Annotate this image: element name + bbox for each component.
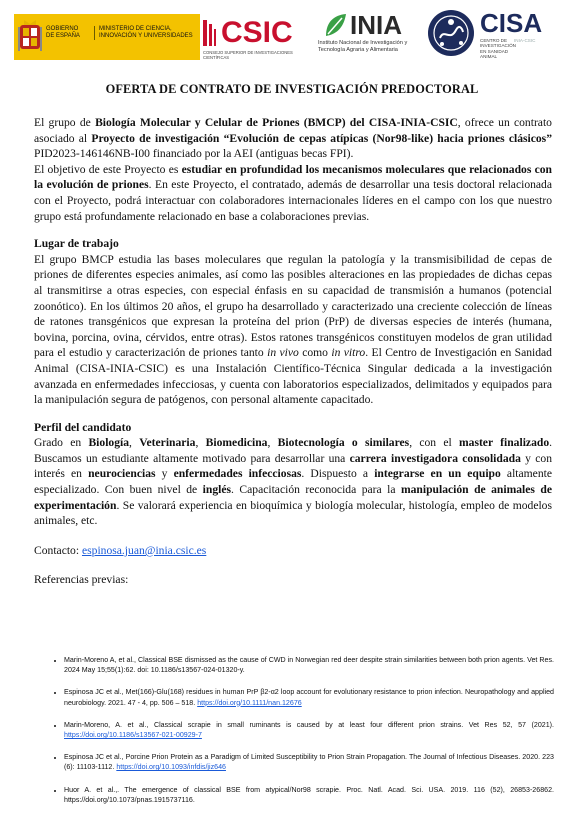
- p-b7: neurociencias: [88, 467, 156, 481]
- profile-heading: Perfil del candidato: [34, 420, 132, 434]
- ministerio-text: MINISTERIO DE CIENCIA, INNOVACIÓN Y UNIVERSIDADES: [94, 26, 199, 40]
- gobierno-ministerio-logo: [14, 14, 200, 60]
- cisa-wordmark: CISA: [480, 8, 543, 38]
- intro-b1: Biología Molecular y Celular de Priones (BMCP) del CISA-INIA-CSIC: [95, 116, 458, 129]
- workplace-i2: in vitro: [331, 346, 366, 360]
- p-t11: . Capacitación reconocida para la: [231, 483, 401, 497]
- p-t3: ,: [195, 436, 206, 450]
- intro-t3: PID2023-146146NB-I00 financiado por la AEI (antiguas becas FPI).: [34, 147, 354, 161]
- reference-item: [64, 720, 554, 740]
- gobierno-text: [46, 26, 90, 40]
- workplace-heading: Lugar de trabajo: [34, 237, 119, 251]
- p-b2: Veterinaria: [139, 436, 196, 450]
- document-body: [34, 115, 552, 588]
- workplace-t3: . El Centro de Investigación en Sanidad Animal (CISA-INIA-CSIC) es una Instalación Científico-Técnica Singular dedicada a la investigación avanzada en enfermedades infecciosas, y cuenta con laboratorios especializados, delimitados y equipados para la manipulación segura de patógenos, con personal altamente capacitado.: [34, 346, 552, 407]
- csic-logo: [203, 14, 313, 60]
- p-b4: Biotecnología o similares: [277, 436, 410, 450]
- intro-t1: El grupo de: [34, 116, 96, 129]
- gobierno-line2: DE ESPAÑA: [46, 33, 80, 39]
- inia-logo: [318, 10, 418, 62]
- p-t7: y con interés en: [34, 451, 553, 481]
- reference-item: [64, 687, 554, 707]
- contact-email-link[interactable]: espinosa.juan@inia.csic.es: [81, 543, 207, 557]
- csic-mark-icon: [203, 20, 217, 46]
- reference-link[interactable]: https://doi.org/10.1093/infdis/jiz646: [116, 763, 226, 772]
- coat-of-arms-icon: [18, 19, 42, 55]
- cisa-emblem-icon: [426, 8, 476, 58]
- cisa-logo: [426, 8, 566, 64]
- gobierno-line1: GOBIERNO: [46, 26, 79, 32]
- p-b10: inglés: [202, 483, 232, 497]
- intro-b2: Proyecto de investigación “Evolución de cepas atípicas (Nor98-like) hacia priones clásicos”: [91, 131, 552, 145]
- reference-item: [64, 752, 554, 772]
- intro-t2: , ofrece un contrato asociado al: [34, 116, 552, 145]
- reference-item: [64, 785, 554, 805]
- objective-t1: El objetivo de este Proyecto es: [34, 162, 182, 176]
- reference-text: Espinosa JC et al., Met(166)-Glu(168) residues in human PrP β2-α2 loop account for evolutionary resistance to prion infection. Neuropathology and applied neurobiology. 2021. 47 - 4, pp. 506 – 518.: [64, 688, 554, 707]
- p-t10: altamente especializado. Con buen nivel de: [34, 467, 552, 497]
- document-title: OFERTA DE CONTRATO DE INVESTIGACIÓN PREDOCTORAL: [105, 82, 479, 96]
- p-b6: carrera investigadora consolidada: [349, 451, 521, 465]
- p-b1: Biología: [88, 436, 130, 450]
- cisa-subtitle: CENTRO DE INVESTIGACIÓN EN SANIDAD ANIMAL: [480, 38, 516, 60]
- contact-line: [34, 543, 552, 559]
- workplace-paragraph: [34, 252, 552, 408]
- p-t4: ,: [267, 436, 278, 450]
- objective-t2: . En este Proyecto, el contratado, además de desarrollar una tesis doctoral relacionada con el Proyecto, podrá interactuar con colaboradores internacionales líderes en el campo con los que nuestro grupo está profundamente relacionado en base a colaboraciones previas.: [34, 178, 553, 223]
- inia-subtitle: Instituto Nacional de Investigación y Tecnología Agraria y Alimentaria: [318, 40, 408, 53]
- reference-text: Espinosa JC et al., Porcine Prion Protein as a Paradigm of Limited Susceptibility to Prion Strain Propagation. The Journal of Infectious Diseases. 2020. 223 (6): 11103-1112.: [64, 753, 554, 772]
- objective-b1: estudiar en profundidad los mecanismos moleculares que relacionados con la evolución de priones: [34, 162, 552, 192]
- reference-text: Huor A. et al.,. The emergence of classical BSE from atypical/Nor98 scrapie. Proc. Natl. Acad. Sci. USA. 2019. 116 (52), 26853-26862. https://doi.org/10.1073/pnas.1915737116.: [64, 785, 554, 804]
- csic-wordmark: CSIC: [221, 16, 293, 49]
- inia-leaf-icon: [322, 12, 348, 38]
- p-t5: , con el: [409, 436, 459, 450]
- references-list: [54, 655, 554, 817]
- p-t2: ,: [129, 436, 140, 450]
- p-t8: y: [155, 467, 174, 481]
- contact-label: Contacto:: [34, 543, 82, 557]
- profile-paragraph: [34, 435, 552, 529]
- workplace-t2: como: [298, 346, 332, 360]
- p-t1: Grado en: [34, 436, 89, 450]
- p-b5: master finalizado: [458, 436, 550, 450]
- p-b3: Biomedicina: [205, 436, 268, 450]
- workplace-i1: in vivo: [267, 346, 299, 360]
- p-b9: integrarse en un equipo: [374, 467, 501, 481]
- reference-link[interactable]: https://doi.org/10.1111/nan.12676: [197, 698, 302, 707]
- reference-item: [64, 655, 554, 675]
- p-t12: . Se valorará experiencia en bioquímica y biología molecular, histología, empleo de modelos animales, etc.: [34, 498, 552, 528]
- workplace-t1: El grupo BMCP estudia las bases moleculares que regulan la patología y la transmisibilidad de cepas de priones de diferentes especies animales, así como las posibles alteraciones en las propiedades de dichas cepas al transmitirse a otras especies, con especial énfasis en su capacidad de transmisión a humanos (potencial zoonótico). En los últimos 20 años, el grupo ha desarrollado y caracterizado una creciente colección de líneas de ratones transgénicos que expresan la proteína del prion (PrP) de diversas especies de interés (humana, bovina, porcina, ovina, cérvidos, entre otras). Estos ratones transgénicos constituyen modelos de gran utilidad para el estudio y caracterización de priones tanto: [34, 252, 552, 360]
- objective-paragraph: [34, 162, 552, 224]
- p-b11: manipulación de animales de experimentación: [34, 483, 552, 512]
- reference-text: Marin-Moreno, A. et al., Classical scrapie in small ruminants is caused by at least four different prion strains. Vet Res 52, 57 (2021).: [64, 720, 554, 729]
- p-t9: . Dispuesto a: [301, 467, 375, 481]
- references-heading: Referencias previas:: [34, 573, 129, 587]
- intro-paragraph: [34, 115, 552, 162]
- p-t6: . Buscamos un estudiante altamente motivado para desarrollar una: [34, 436, 553, 465]
- reference-link[interactable]: https://doi.org/10.1186/s13567-021-00929-7: [64, 731, 202, 740]
- reference-text: Marin-Moreno A, et al., Classical BSE dismissed as the cause of CWD in Norwegian red deer despite strain similarities between both prion agents. Vet Res. 2024 May 15;55(1):62. doi: 10.1186/s13567-024-01320-y.: [64, 656, 554, 675]
- p-b8: enfermedades infecciosas: [173, 467, 302, 481]
- csic-subtitle: CONSEJO SUPERIOR DE INVESTIGACIONES CIENTÍFICAS: [203, 50, 293, 60]
- cisa-subtitle-2: INIA-CSIC: [514, 38, 536, 43]
- inia-wordmark: INIA: [350, 10, 402, 40]
- logo-strip: [0, 0, 584, 70]
